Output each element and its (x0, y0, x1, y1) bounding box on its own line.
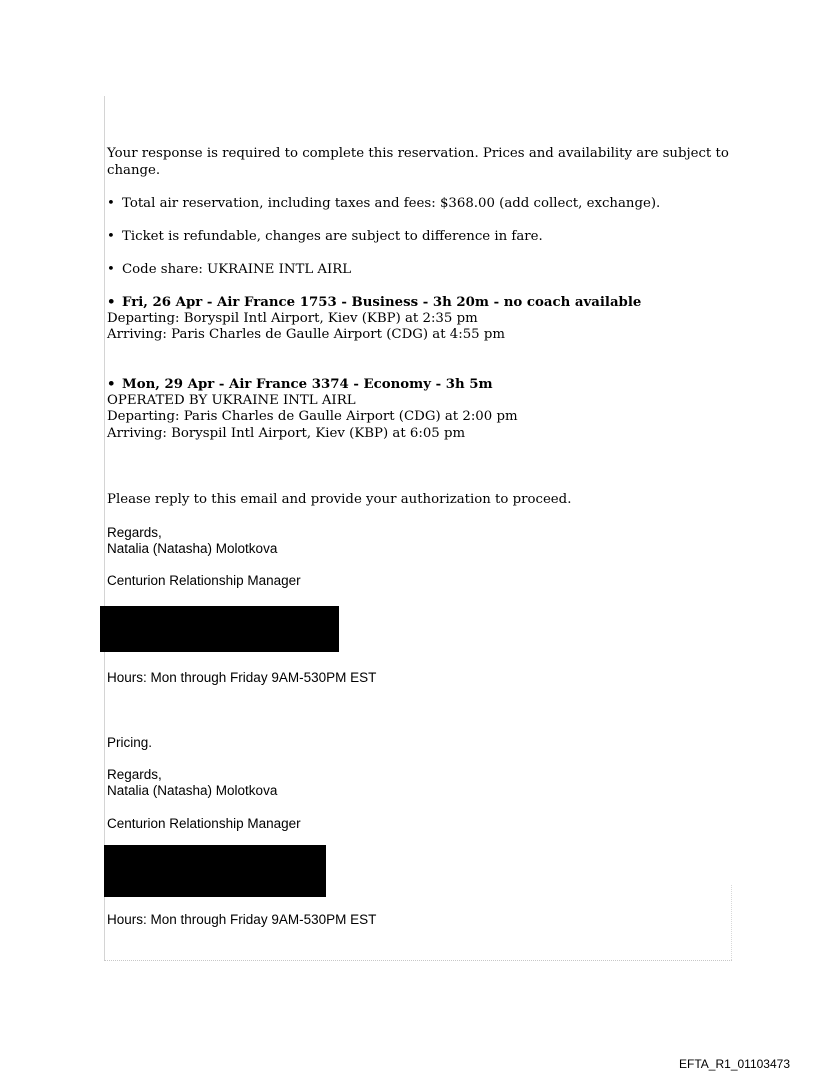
bullet-codeshare (107, 262, 351, 279)
signature-1-hours: Hours: Mon through Friday 9AM-530PM EST (107, 670, 377, 685)
document-id-footer: EFTA_R1_01103473 (679, 1057, 790, 1071)
flight-1-arrive: Arriving: Paris Charles de Gaulle Airport (CDG) at 4:55 pm (107, 327, 505, 342)
flight-2-heading (107, 377, 493, 394)
bullet-total (107, 196, 660, 213)
flight-1-depart: Departing: Boryspil Intl Airport, Kiev (KBP) at 2:35 pm (107, 311, 478, 326)
flight-2-arrive: Arriving: Boryspil Intl Airport, Kiev (KBP) at 6:05 pm (107, 426, 466, 441)
signature-1-title: Centurion Relationship Manager (107, 573, 301, 588)
redaction-block-1 (100, 606, 339, 652)
flight-2-depart: Departing: Paris Charles de Gaulle Airport (CDG) at 2:00 pm (107, 409, 518, 424)
bullet-glyph: • (107, 295, 116, 310)
signature-1-name: Natalia (Natasha) Molotkova (107, 541, 278, 556)
bullet-glyph: • (107, 196, 115, 211)
bullet-glyph: • (107, 262, 115, 277)
bullet-glyph: • (107, 377, 116, 392)
codeshare-text: Code share: UKRAINE INTL AIRL (122, 262, 352, 277)
pricing-text: Pricing. (107, 735, 153, 750)
signature-2-hours: Hours: Mon through Friday 9AM-530PM EST (107, 912, 377, 927)
signature-2-name: Natalia (Natasha) Molotkova (107, 783, 278, 798)
refund-text: Ticket is refundable, changes are subject to difference in fare. (122, 229, 543, 244)
signature-1-regards: Regards, (107, 525, 162, 540)
bullet-refund (107, 229, 543, 246)
bottom-border-line (104, 960, 732, 961)
flight-2-operated: OPERATED BY UKRAINE INTL AIRL (107, 393, 356, 408)
flight-1-heading-text: Fri, 26 Apr - Air France 1753 - Business - 3h 20m - no coach available (122, 295, 642, 310)
bullet-glyph: • (107, 229, 115, 244)
left-border-line (104, 96, 105, 961)
reply-request: Please reply to this email and provide your authorization to proceed. (107, 492, 572, 507)
flight-2-heading-text: Mon, 29 Apr - Air France 3374 - Economy - 3h 5m (122, 377, 493, 392)
redaction-block-2 (104, 845, 326, 897)
signature-2-regards: Regards, (107, 767, 162, 782)
intro-paragraph: Your response is required to complete this reservation. Prices and availability are subject to change. (107, 146, 729, 178)
right-border-line (731, 885, 732, 960)
total-text: Total air reservation, including taxes and fees: $368.00 (add collect, exchange). (122, 196, 661, 211)
signature-2-title: Centurion Relationship Manager (107, 816, 301, 831)
flight-1-heading (107, 295, 641, 312)
